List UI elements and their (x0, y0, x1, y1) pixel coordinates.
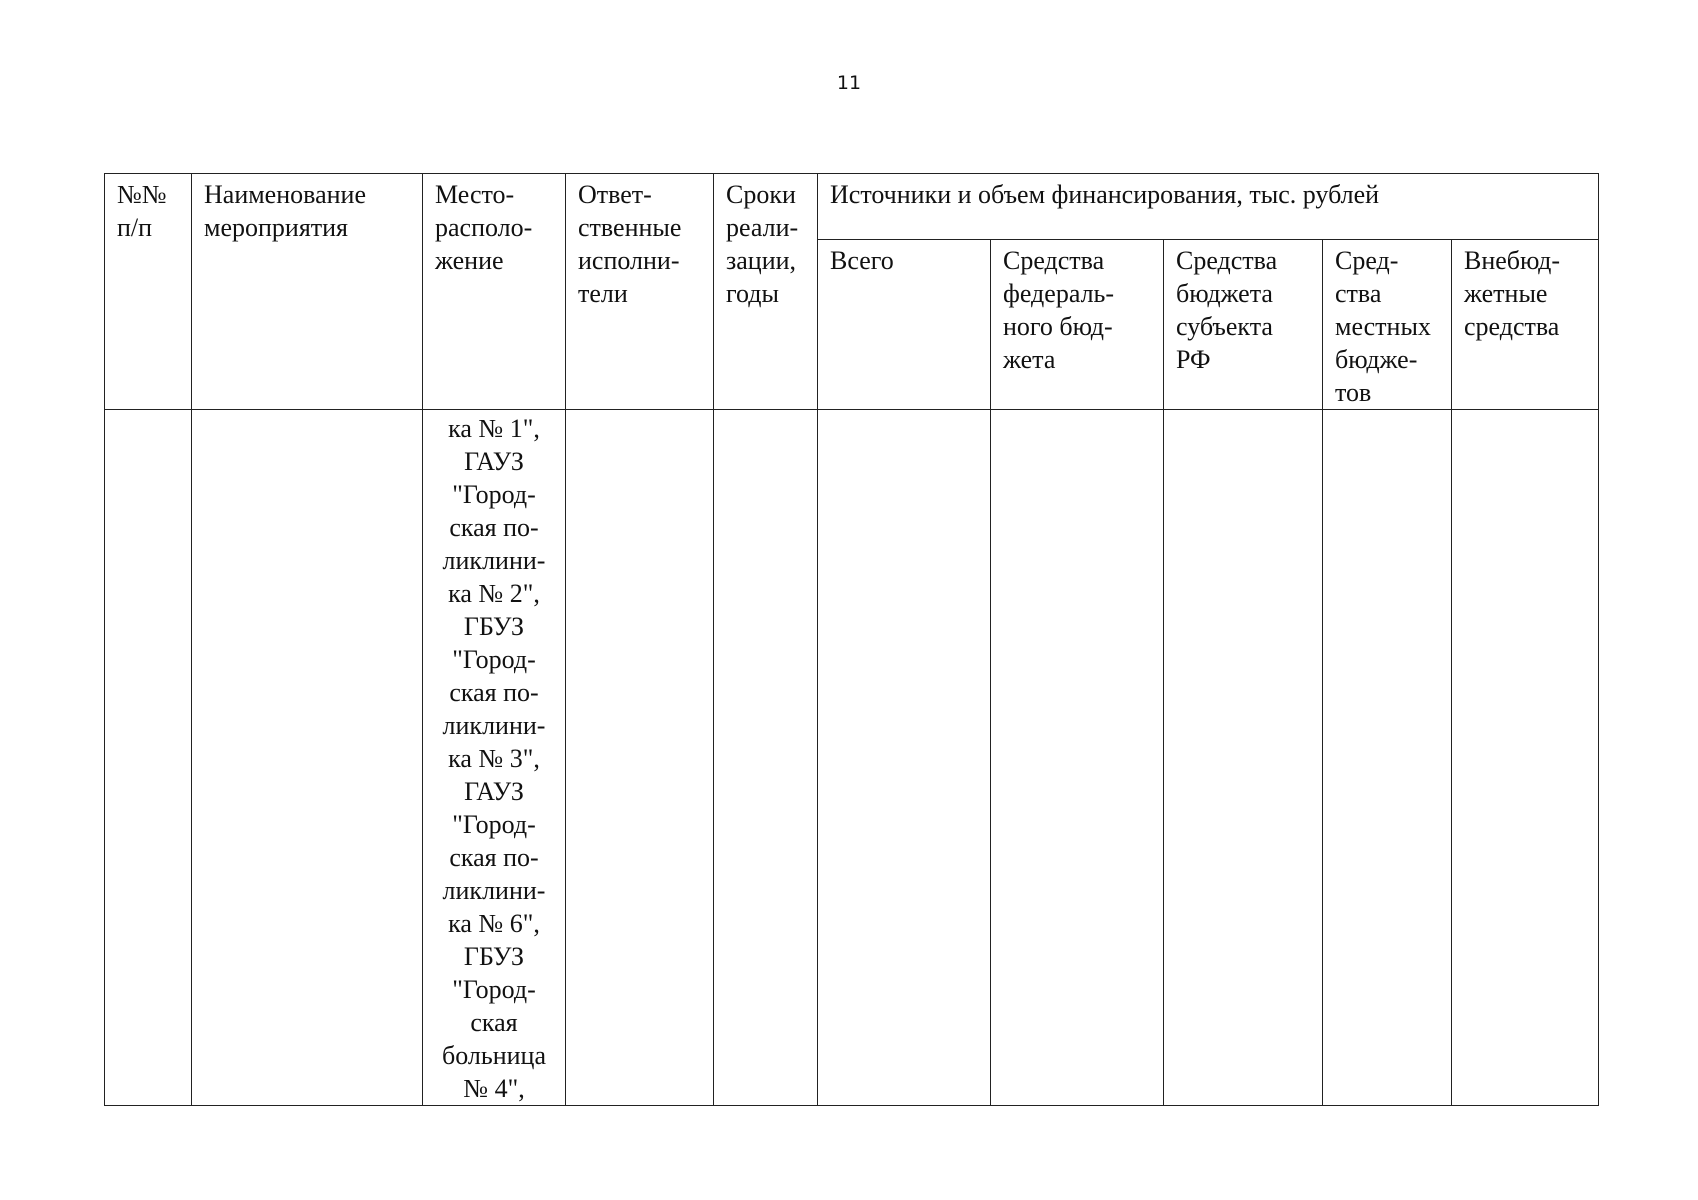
header-extrabudget: Внебюд- жетные средства (1452, 240, 1599, 410)
cell-local (1323, 410, 1452, 1106)
header-total: Всего (818, 240, 991, 410)
cell-federal (991, 410, 1164, 1106)
cell-location: ка № 1", ГАУЗ "Город- ская по- ликлини- ка № 2", ГБУЗ "Город- ская по- ликлини- ка № 3", ГАУЗ "Город- ская по- ликлини- ка № 6", ГБУЗ "Город- ская больница № 4", (423, 410, 566, 1106)
header-terms: Сроки реали- зации, годы (714, 174, 818, 410)
cell-name (192, 410, 423, 1106)
header-financing-group: Источники и объем финансирования, тыс. рублей (818, 174, 1599, 240)
table-row (105, 410, 1599, 1106)
cell-terms (714, 410, 818, 1106)
cell-extrabudget (1452, 410, 1599, 1106)
header-responsible: Ответ- ственные исполни- тели (566, 174, 714, 410)
cell-total (818, 410, 991, 1106)
financing-table (104, 173, 1599, 1106)
cell-responsible (566, 410, 714, 1106)
header-location: Место- располо- жение (423, 174, 566, 410)
header-subject: Средства бюджета субъекта РФ (1164, 240, 1323, 410)
header-num: №№ п/п (105, 174, 192, 410)
header-local: Сред- ства местных бюдже- тов (1323, 240, 1452, 410)
header-name: Наименование мероприятия (192, 174, 423, 410)
header-federal: Средства федераль- ного бюд- жета (991, 240, 1164, 410)
cell-num (105, 410, 192, 1106)
cell-subject (1164, 410, 1323, 1106)
page-number: 11 (836, 72, 862, 94)
header-row-1 (105, 174, 1599, 240)
